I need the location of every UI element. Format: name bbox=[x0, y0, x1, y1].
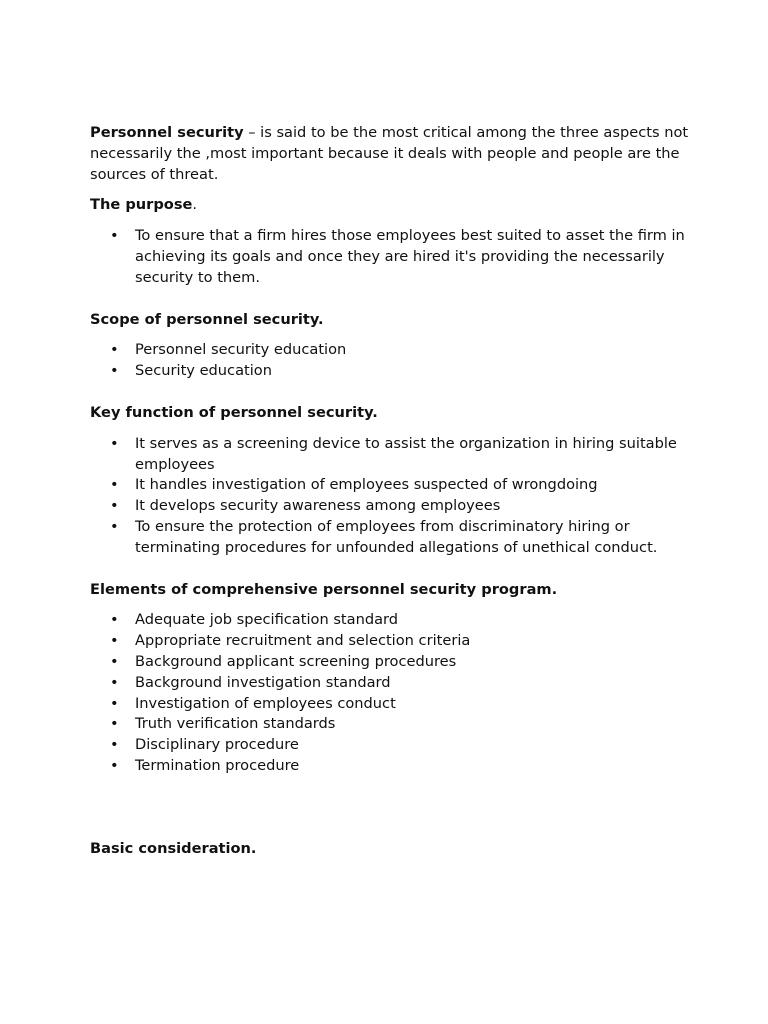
elements-list-item bbox=[90, 652, 690, 673]
elements-item-text: Background investigation standard bbox=[135, 673, 391, 691]
elements-list-item bbox=[90, 735, 690, 756]
elements-list-item bbox=[90, 610, 690, 631]
scope-item-text: Security education bbox=[135, 362, 272, 380]
bullet-icon: • bbox=[110, 673, 119, 691]
bullet-icon: • bbox=[110, 652, 119, 670]
key-function-list-item bbox=[90, 517, 690, 559]
bullet-icon: • bbox=[110, 715, 119, 733]
elements-list bbox=[90, 610, 690, 776]
key-function-list-item bbox=[90, 475, 690, 496]
purpose-list-item bbox=[90, 226, 690, 288]
scope-item-text: Personnel security education bbox=[135, 341, 347, 359]
elements-item-text: Investigation of employees conduct bbox=[135, 694, 396, 712]
basic-consideration-heading: Basic consideration. bbox=[90, 839, 257, 857]
elements-item-text: Appropriate recruitment and selection criteria bbox=[135, 632, 471, 650]
bullet-icon: • bbox=[110, 341, 119, 359]
key-function-heading: Key function of personnel security. bbox=[90, 403, 378, 421]
bullet-icon: • bbox=[110, 517, 119, 535]
intro-text: – is said to be the most critical among the three aspects not necessarily the ,most important because it deals with people and people are the sources of threat. bbox=[90, 124, 689, 183]
elements-item-text: Background applicant screening procedures bbox=[135, 652, 457, 670]
bullet-icon: • bbox=[110, 476, 119, 494]
key-function-list-item bbox=[90, 434, 690, 476]
elements-item-text: Truth verification standards bbox=[135, 715, 336, 733]
bullet-icon: • bbox=[110, 756, 119, 774]
purpose-heading-punct: . bbox=[192, 196, 198, 214]
elements-item-text: Adequate job specification standard bbox=[135, 611, 399, 629]
key-function-item-text: It handles investigation of employees suspected of wrongdoing bbox=[135, 476, 598, 494]
spacer bbox=[90, 777, 690, 839]
key-function-item-text: It develops security awareness among employees bbox=[135, 497, 501, 515]
document-body bbox=[90, 123, 690, 870]
elements-list-item bbox=[90, 694, 690, 715]
elements-list-item bbox=[90, 714, 690, 735]
bullet-icon: • bbox=[110, 632, 119, 650]
scope-list-item bbox=[90, 340, 690, 361]
purpose-heading-text: The purpose bbox=[90, 196, 193, 214]
elements-list-item bbox=[90, 631, 690, 652]
intro-term: Personnel security bbox=[90, 124, 244, 141]
bullet-icon: • bbox=[110, 611, 119, 629]
purpose-item-text: To ensure that a firm hires those employees best suited to asset the firm in achieving its goals and once they are hired it's providing the necessarily security to them. bbox=[135, 227, 685, 286]
bullet-icon: • bbox=[110, 736, 119, 754]
elements-heading: Elements of comprehensive personnel security program. bbox=[90, 580, 558, 598]
elements-list-item bbox=[90, 756, 690, 777]
intro-paragraph bbox=[90, 123, 690, 185]
bullet-icon: • bbox=[110, 227, 119, 245]
scope-list-item bbox=[90, 361, 690, 382]
bullet-icon: • bbox=[110, 434, 119, 452]
key-function-list-item bbox=[90, 496, 690, 517]
bullet-icon: • bbox=[110, 694, 119, 712]
key-function-item-text: It serves as a screening device to assist the organization in hiring suitable employees bbox=[135, 434, 677, 473]
elements-item-text: Disciplinary procedure bbox=[135, 736, 299, 754]
key-function-list bbox=[90, 434, 690, 559]
bullet-icon: • bbox=[110, 497, 119, 515]
spacer bbox=[90, 382, 690, 403]
bullet-icon: • bbox=[110, 362, 119, 380]
spacer bbox=[90, 559, 690, 580]
key-function-item-text: To ensure the protection of employees from discriminatory hiring or terminating procedures for unfounded allegations of unethical conduct. bbox=[135, 517, 658, 556]
purpose-heading bbox=[90, 195, 690, 216]
purpose-list bbox=[90, 226, 690, 288]
spacer bbox=[90, 289, 690, 310]
elements-list-item bbox=[90, 673, 690, 694]
scope-heading: Scope of personnel security. bbox=[90, 310, 324, 328]
elements-item-text: Termination procedure bbox=[135, 756, 300, 774]
scope-list bbox=[90, 340, 690, 382]
